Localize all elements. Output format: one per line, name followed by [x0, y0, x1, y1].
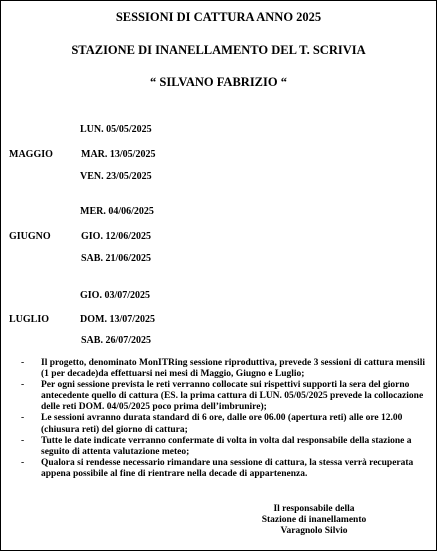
bullet-dash: - [21, 457, 25, 468]
bullet-dash: - [21, 358, 25, 368]
month-label-maggio: MAGGIO [9, 149, 53, 160]
note-item [9, 458, 427, 480]
bullet-dash: - [21, 435, 25, 446]
note-item [9, 413, 427, 435]
date-giugno-1: MER. 04/06/2025 [80, 206, 154, 217]
note-text: Per ogni sessione prevista le reti verranno collocate sui rispettivi supporti la sera del giorno antecedente quello di cattura (ES. la prima cattura di LUN. 05/05/2025 prevede la collocazione delle reti DOM. 04/05/2025 poco prima dell’imbrunire); [41, 380, 424, 413]
document-title: SESSIONI DI CATTURA ANNO 2025 [115, 10, 322, 24]
signature-role: Il responsabile della [273, 504, 355, 514]
note-item [9, 380, 427, 413]
note-text: Tutte le date indicate verranno confermate di volta in volta dal responsabile della stazione a seguito di attenta valutazione meteo; [41, 435, 412, 457]
signature-name: Varagnolo Silvio [280, 526, 348, 537]
note-text: Il progetto, denominato MonITRing sessione riproduttiva, prevede 3 sessioni di cattura mensili (1 per decade)da effettuarsi nei mesi di Maggio, Giugno e Luglio; [41, 358, 425, 380]
notes-list [9, 358, 427, 480]
signature-station: Stazione di inanellamento [261, 515, 367, 526]
date-maggio-3: VEN. 23/05/2025 [80, 171, 152, 182]
date-luglio-3: SAB. 26/07/2025 [81, 335, 152, 346]
note-item [9, 358, 427, 380]
date-giugno-2: GIO. 12/06/2025 [81, 231, 152, 242]
station-name: STAZIONE DI INANELLAMENTO DEL T. SCRIVIA [71, 43, 366, 57]
date-luglio-2: DOM. 13/07/2025 [80, 314, 155, 325]
note-text: Le sessioni avranno durata standard di 6 ore, dalle ore 06.00 (apertura reti) alle ore 12.00 (chiusura reti) del giorno di cattura; [41, 413, 403, 435]
note-item [9, 436, 427, 458]
month-label-giugno: GIUGNO [9, 231, 51, 242]
date-luglio-1: GIO. 03/07/2025 [80, 290, 151, 301]
month-label-luglio: LUGLIO [9, 314, 50, 325]
station-dedication: “ SILVANO FABRIZIO “ [150, 75, 287, 89]
date-giugno-3: SAB. 21/06/2025 [81, 253, 152, 264]
signature-block [251, 504, 377, 538]
bullet-dash: - [21, 413, 25, 424]
date-maggio-2: MAR. 13/05/2025 [81, 149, 156, 160]
bullet-dash: - [21, 380, 25, 391]
date-maggio-1: LUN. 05/05/2025 [80, 124, 152, 135]
note-text: Qualora si rendesse necessario rimandare una sessione di cattura, la stessa verrà recuperata appena possibile al fine di rientrare nella decade di appartenenza. [41, 457, 414, 479]
